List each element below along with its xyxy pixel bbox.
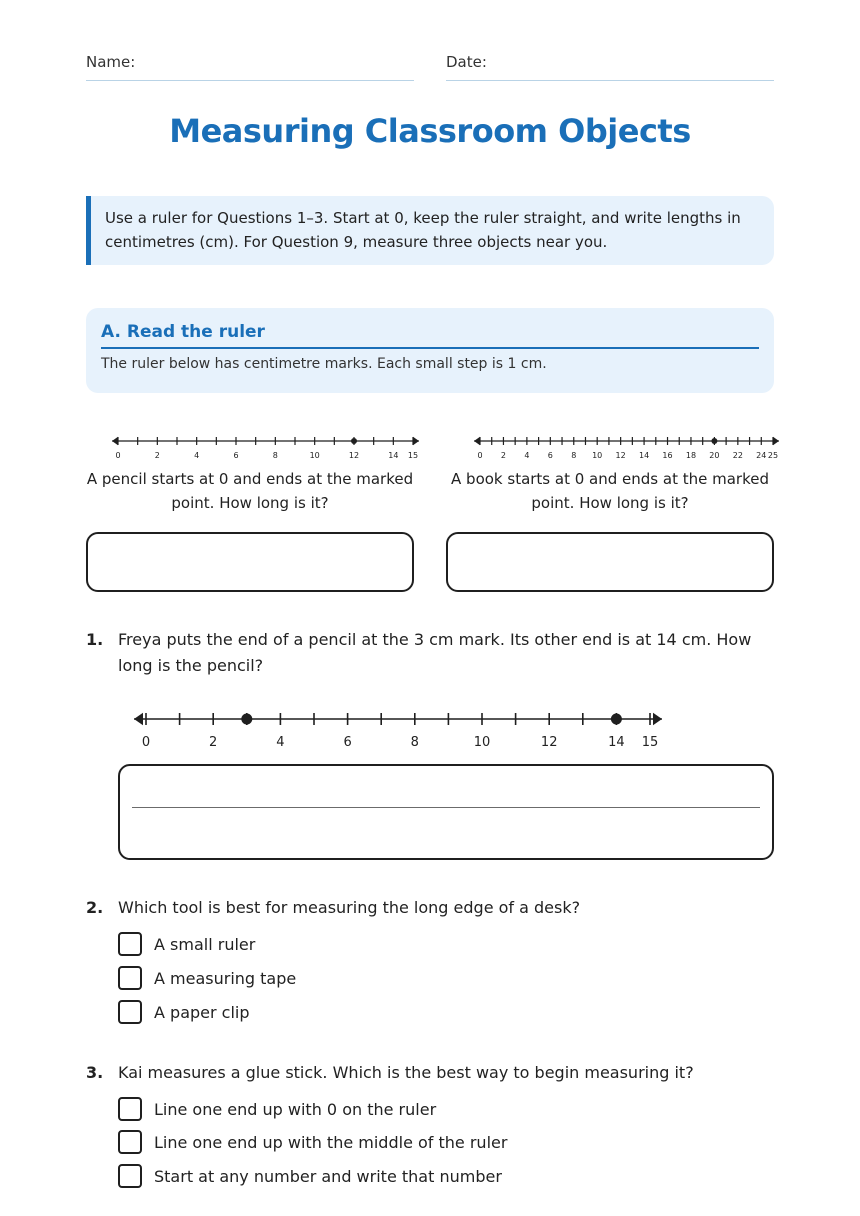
marked-point — [611, 714, 622, 725]
name-label: Name: — [86, 53, 136, 71]
ruler-book — [466, 430, 786, 464]
tick-label: 8 — [571, 451, 577, 460]
tick-label: 22 — [732, 451, 743, 460]
question-2-number: 2. — [86, 898, 104, 917]
tick-label: 14 — [638, 451, 650, 460]
tick-label: 15 — [641, 735, 659, 750]
tick-label: 2 — [209, 735, 218, 750]
question-2-option-2[interactable] — [118, 964, 296, 992]
section-a-title: A. Read the ruler — [101, 322, 759, 349]
question-1-number: 1. — [86, 630, 104, 649]
section-a-panel — [86, 308, 774, 393]
right-arrow-icon — [413, 437, 419, 445]
instructions-text: Use a ruler for Questions 1–3. Start at 0, keep the ruler straight, and write lengths in centimetres (cm). For Question 9, measure three objects near you. — [105, 209, 741, 251]
pencil-answer-box[interactable] — [86, 532, 414, 592]
tick-label: 2 — [154, 451, 160, 460]
section-a-description: The ruler below has centimetre marks. Each small step is 1 cm. — [101, 356, 547, 372]
option-label: A measuring tape — [154, 968, 297, 988]
question-1-answer-box[interactable] — [118, 764, 774, 860]
question-2-option-1[interactable] — [118, 930, 255, 958]
tick-label: 10 — [592, 451, 603, 460]
tick-label: 6 — [233, 451, 239, 460]
checkbox[interactable] — [118, 1000, 142, 1024]
pencil-caption: A pencil starts at 0 and ends at the marked point. How long is it? — [86, 470, 414, 512]
page-title: Measuring Classroom Objects — [169, 112, 691, 150]
tick-label: 14 — [608, 735, 625, 750]
tick-label: 12 — [615, 451, 626, 460]
question-3-option-2[interactable] — [118, 1128, 507, 1156]
option-label: Line one end up with 0 on the ruler — [154, 1099, 437, 1119]
tick-label: 6 — [343, 735, 352, 750]
tick-label: 4 — [194, 451, 200, 460]
tick-label: 15 — [407, 451, 419, 460]
book-caption: A book starts at 0 and ends at the marked point. How long is it? — [451, 470, 769, 512]
right-arrow-icon — [653, 713, 662, 726]
tick-label: 20 — [709, 451, 720, 460]
instructions-box — [86, 196, 774, 265]
question-3-option-1[interactable] — [118, 1095, 436, 1123]
tick-label: 8 — [272, 451, 278, 460]
option-label: Start at any number and write that number — [154, 1166, 502, 1186]
question-1-text: Freya puts the end of a pencil at the 3 cm mark. Its other end is at 14 cm. How long is the pencil? — [118, 630, 752, 675]
tick-label: 25 — [767, 451, 779, 460]
option-label: A paper clip — [154, 1002, 250, 1022]
tick-label: 0 — [141, 735, 151, 750]
left-arrow-icon — [474, 437, 480, 445]
tick-label: 24 — [756, 451, 767, 460]
checkbox[interactable] — [118, 1164, 142, 1188]
tick-label: 2 — [500, 451, 506, 460]
option-label: Line one end up with the middle of the ruler — [154, 1132, 508, 1152]
ruler-pencil — [106, 430, 426, 464]
tick-label: 4 — [276, 735, 285, 750]
checkbox[interactable] — [118, 932, 142, 956]
question-3-number: 3. — [86, 1063, 104, 1082]
tick-label: 0 — [477, 451, 483, 460]
tick-label: 6 — [547, 451, 553, 460]
right-arrow-icon — [773, 437, 779, 445]
question-3-text: Kai measures a glue stick. Which is the best way to begin measuring it? — [118, 1063, 694, 1082]
tick-label: 8 — [410, 735, 419, 750]
tick-label: 12 — [348, 451, 360, 460]
tick-label: 12 — [540, 735, 558, 750]
left-arrow-icon — [112, 437, 118, 445]
question-2-option-3[interactable] — [118, 998, 250, 1026]
marked-point — [351, 438, 357, 444]
answer-line — [132, 807, 760, 808]
ruler-question-1 — [126, 704, 676, 754]
left-arrow-icon — [134, 713, 143, 726]
question-2-text: Which tool is best for measuring the long edge of a desk? — [118, 898, 581, 917]
tick-label: 10 — [473, 735, 491, 750]
date-label: Date: — [446, 53, 487, 71]
question-3-option-3[interactable] — [118, 1162, 502, 1190]
tick-label: 16 — [662, 451, 673, 460]
tick-label: 14 — [388, 451, 399, 460]
book-answer-box[interactable] — [446, 532, 774, 592]
marked-point — [241, 714, 252, 725]
date-field[interactable] — [446, 52, 774, 81]
checkbox[interactable] — [118, 966, 142, 990]
option-label: A small ruler — [154, 934, 256, 954]
name-field[interactable] — [86, 52, 414, 81]
marked-point — [711, 438, 717, 444]
tick-label: 10 — [309, 451, 320, 460]
checkbox[interactable] — [118, 1130, 142, 1154]
checkbox[interactable] — [118, 1097, 142, 1121]
tick-label: 0 — [115, 451, 121, 460]
tick-label: 18 — [685, 451, 697, 460]
tick-label: 4 — [524, 451, 530, 460]
